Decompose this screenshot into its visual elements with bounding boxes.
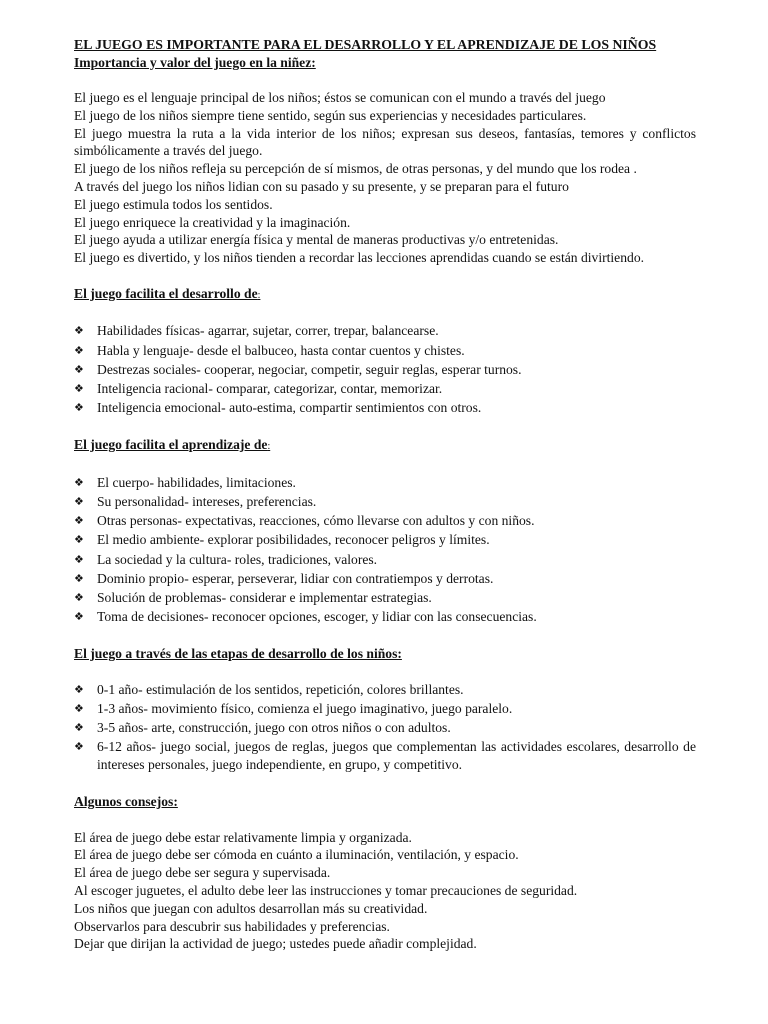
spacer bbox=[74, 627, 696, 645]
list-item-text: El cuerpo- habilidades, limitaciones. bbox=[97, 474, 296, 490]
list-item bbox=[74, 399, 696, 417]
list-item-text: Habla y lenguaje- desde el balbuceo, hasta contar cuentos y chistes. bbox=[97, 342, 465, 358]
list-item bbox=[74, 608, 696, 626]
list-item-text: La sociedad y la cultura- roles, tradiciones, valores. bbox=[97, 551, 378, 567]
diamond-bullet-icon: ❖ bbox=[74, 610, 84, 624]
diamond-bullet-icon: ❖ bbox=[74, 552, 84, 566]
list-item-text: Inteligencia racional- comparar, categorizar, contar, memorizar. bbox=[97, 381, 443, 397]
consejo-paragraph: El área de juego debe estar relativamente limpia y organizada. bbox=[74, 829, 412, 845]
list-item bbox=[74, 380, 696, 398]
list-item bbox=[74, 322, 696, 340]
consejo-paragraph: Observarlos para descubrir sus habilidades y preferencias. bbox=[74, 918, 390, 934]
intro-paragraph: El juego es divertido, y los niños tienden a recordar las lecciones aprendidas cuando se están divirtiendo. bbox=[74, 250, 645, 266]
list-item bbox=[74, 361, 696, 379]
list-item bbox=[74, 531, 696, 549]
diamond-bullet-icon: ❖ bbox=[74, 362, 84, 376]
list-item-text: Dominio propio- esperar, perseverar, lidiar con contratiempos y derrotas. bbox=[97, 570, 494, 586]
section-heading-colon: : bbox=[257, 289, 261, 301]
list-item bbox=[74, 738, 696, 774]
list-item-text: Toma de decisiones- reconocer opciones, escoger, y lidiar con las consecuencias. bbox=[97, 609, 537, 625]
consejo-paragraph: El área de juego debe ser cómoda en cuánto a iluminación, ventilación, y espacio. bbox=[74, 847, 519, 863]
list-item bbox=[74, 700, 696, 718]
diamond-bullet-icon: ❖ bbox=[74, 533, 84, 547]
intro-paragraph: El juego estimula todos los sentidos. bbox=[74, 196, 273, 212]
section-heading-desarrollo bbox=[74, 285, 696, 305]
consejos-paragraphs bbox=[74, 829, 696, 954]
diamond-bullet-icon: ❖ bbox=[74, 324, 84, 338]
section-heading-aprendizaje bbox=[74, 436, 696, 456]
list-item-text: Otras personas- expectativas, reacciones, cómo llevarse con adultos y con niños. bbox=[97, 513, 535, 529]
list-item-text: 1-3 años- movimiento físico, comienza el juego imaginativo, juego paralelo. bbox=[97, 700, 513, 716]
list-item-text: Destrezas sociales- cooperar, negociar, competir, seguir reglas, esperar turnos. bbox=[97, 361, 522, 377]
diamond-bullet-icon: ❖ bbox=[74, 401, 84, 415]
list-item-text: Solución de problemas- considerar e implementar estrategias. bbox=[97, 589, 432, 605]
spacer bbox=[74, 305, 696, 323]
diamond-bullet-icon: ❖ bbox=[74, 494, 84, 508]
list-item bbox=[74, 474, 696, 492]
intro-paragraph: El juego de los niños siempre tiene sentido, según sus experiencias y necesidades particulares. bbox=[74, 107, 587, 123]
list-item-text: 0-1 año- estimulación de los sentidos, repetición, colores brillantes. bbox=[97, 681, 464, 697]
list-item bbox=[74, 342, 696, 360]
section-heading-etapas: El juego a través de las etapas de desarrollo de los niños: bbox=[74, 646, 402, 662]
intro-paragraph: El juego muestra la ruta a la vida interior de los niños; expresan sus deseos, fantasías, temores y conflictos simbólicamente a través del juego. bbox=[74, 125, 696, 159]
intro-paragraph: El juego ayuda a utilizar energía física y mental de maneras productivas y/o entretenidas. bbox=[74, 232, 559, 248]
consejo-paragraph: Los niños que juegan con adultos desarrollan más su creatividad. bbox=[74, 900, 428, 916]
document-subtitle: Importancia y valor del juego en la niñez: bbox=[74, 54, 316, 70]
spacer bbox=[74, 811, 696, 829]
list-item-text: El medio ambiente- explorar posibilidades, reconocer peligros y límites. bbox=[97, 532, 490, 548]
section-heading-text: El juego facilita el aprendizaje de bbox=[74, 437, 268, 453]
list-item bbox=[74, 681, 696, 699]
list-item bbox=[74, 570, 696, 588]
spacer bbox=[74, 267, 696, 285]
diamond-bullet-icon: ❖ bbox=[74, 740, 84, 754]
list-item bbox=[74, 719, 696, 737]
list-item bbox=[74, 589, 696, 607]
document-page bbox=[74, 36, 696, 953]
spacer bbox=[74, 775, 696, 793]
diamond-bullet-icon: ❖ bbox=[74, 721, 84, 735]
diamond-bullet-icon: ❖ bbox=[74, 382, 84, 396]
list-item bbox=[74, 551, 696, 569]
diamond-bullet-icon: ❖ bbox=[74, 514, 84, 528]
list-item-text: 6-12 años- juego social, juegos de reglas, juegos que complementan las actividades escolares, desarrollo de intereses personales, juego independiente, en grupo, y competitivo. bbox=[97, 739, 696, 773]
diamond-bullet-icon: ❖ bbox=[74, 475, 84, 489]
intro-paragraphs bbox=[74, 89, 696, 267]
section-heading-colon: : bbox=[267, 441, 271, 453]
list-item-text: Habilidades físicas- agarrar, sujetar, correr, trepar, balancearse. bbox=[97, 323, 439, 339]
section-heading-consejos: Algunos consejos: bbox=[74, 794, 178, 810]
document-title: EL JUEGO ES IMPORTANTE PARA EL DESARROLLO Y EL APRENDIZAJE DE LOS NIÑOS bbox=[74, 37, 657, 52]
diamond-bullet-icon: ❖ bbox=[74, 701, 84, 715]
diamond-bullet-icon: ❖ bbox=[74, 571, 84, 585]
spacer bbox=[74, 418, 696, 436]
diamond-bullet-icon: ❖ bbox=[74, 590, 84, 604]
spacer bbox=[74, 456, 696, 474]
list-item-text: Inteligencia emocional- auto-estima, compartir sentimientos con otros. bbox=[97, 400, 482, 416]
consejo-paragraph: Al escoger juguetes, el adulto debe leer las instrucciones y tomar precauciones de seguridad. bbox=[74, 883, 578, 898]
list-item-text: 3-5 años- arte, construcción, juego con otros niños o con adultos. bbox=[97, 720, 451, 736]
list-item-text: Su personalidad- intereses, preferencias. bbox=[97, 493, 317, 509]
intro-paragraph: El juego de los niños refleja su percepción de sí mismos, de otras personas, y del mundo que los rodea . bbox=[74, 161, 637, 177]
section-heading-text: El juego facilita el desarrollo de bbox=[74, 285, 258, 301]
consejo-paragraph: Dejar que dirijan la actividad de juego; ustedes puede añadir complejidad. bbox=[74, 936, 477, 952]
spacer bbox=[74, 663, 696, 681]
bullet-list-desarrollo bbox=[74, 322, 696, 417]
intro-paragraph: El juego es el lenguaje principal de los niños; éstos se comunican con el mundo a través del juego bbox=[74, 90, 606, 106]
diamond-bullet-icon: ❖ bbox=[74, 682, 84, 696]
intro-paragraph: El juego enriquece la creatividad y la imaginación. bbox=[74, 214, 351, 230]
intro-paragraph: A través del juego los niños lidian con su pasado y su presente, y se preparan para el futuro bbox=[74, 179, 569, 195]
list-item bbox=[74, 512, 696, 530]
bullet-list-etapas bbox=[74, 681, 696, 774]
spacer bbox=[74, 71, 696, 89]
diamond-bullet-icon: ❖ bbox=[74, 343, 84, 357]
consejo-paragraph: El área de juego debe ser segura y supervisada. bbox=[74, 865, 331, 881]
bullet-list-aprendizaje bbox=[74, 474, 696, 626]
list-item bbox=[74, 493, 696, 511]
